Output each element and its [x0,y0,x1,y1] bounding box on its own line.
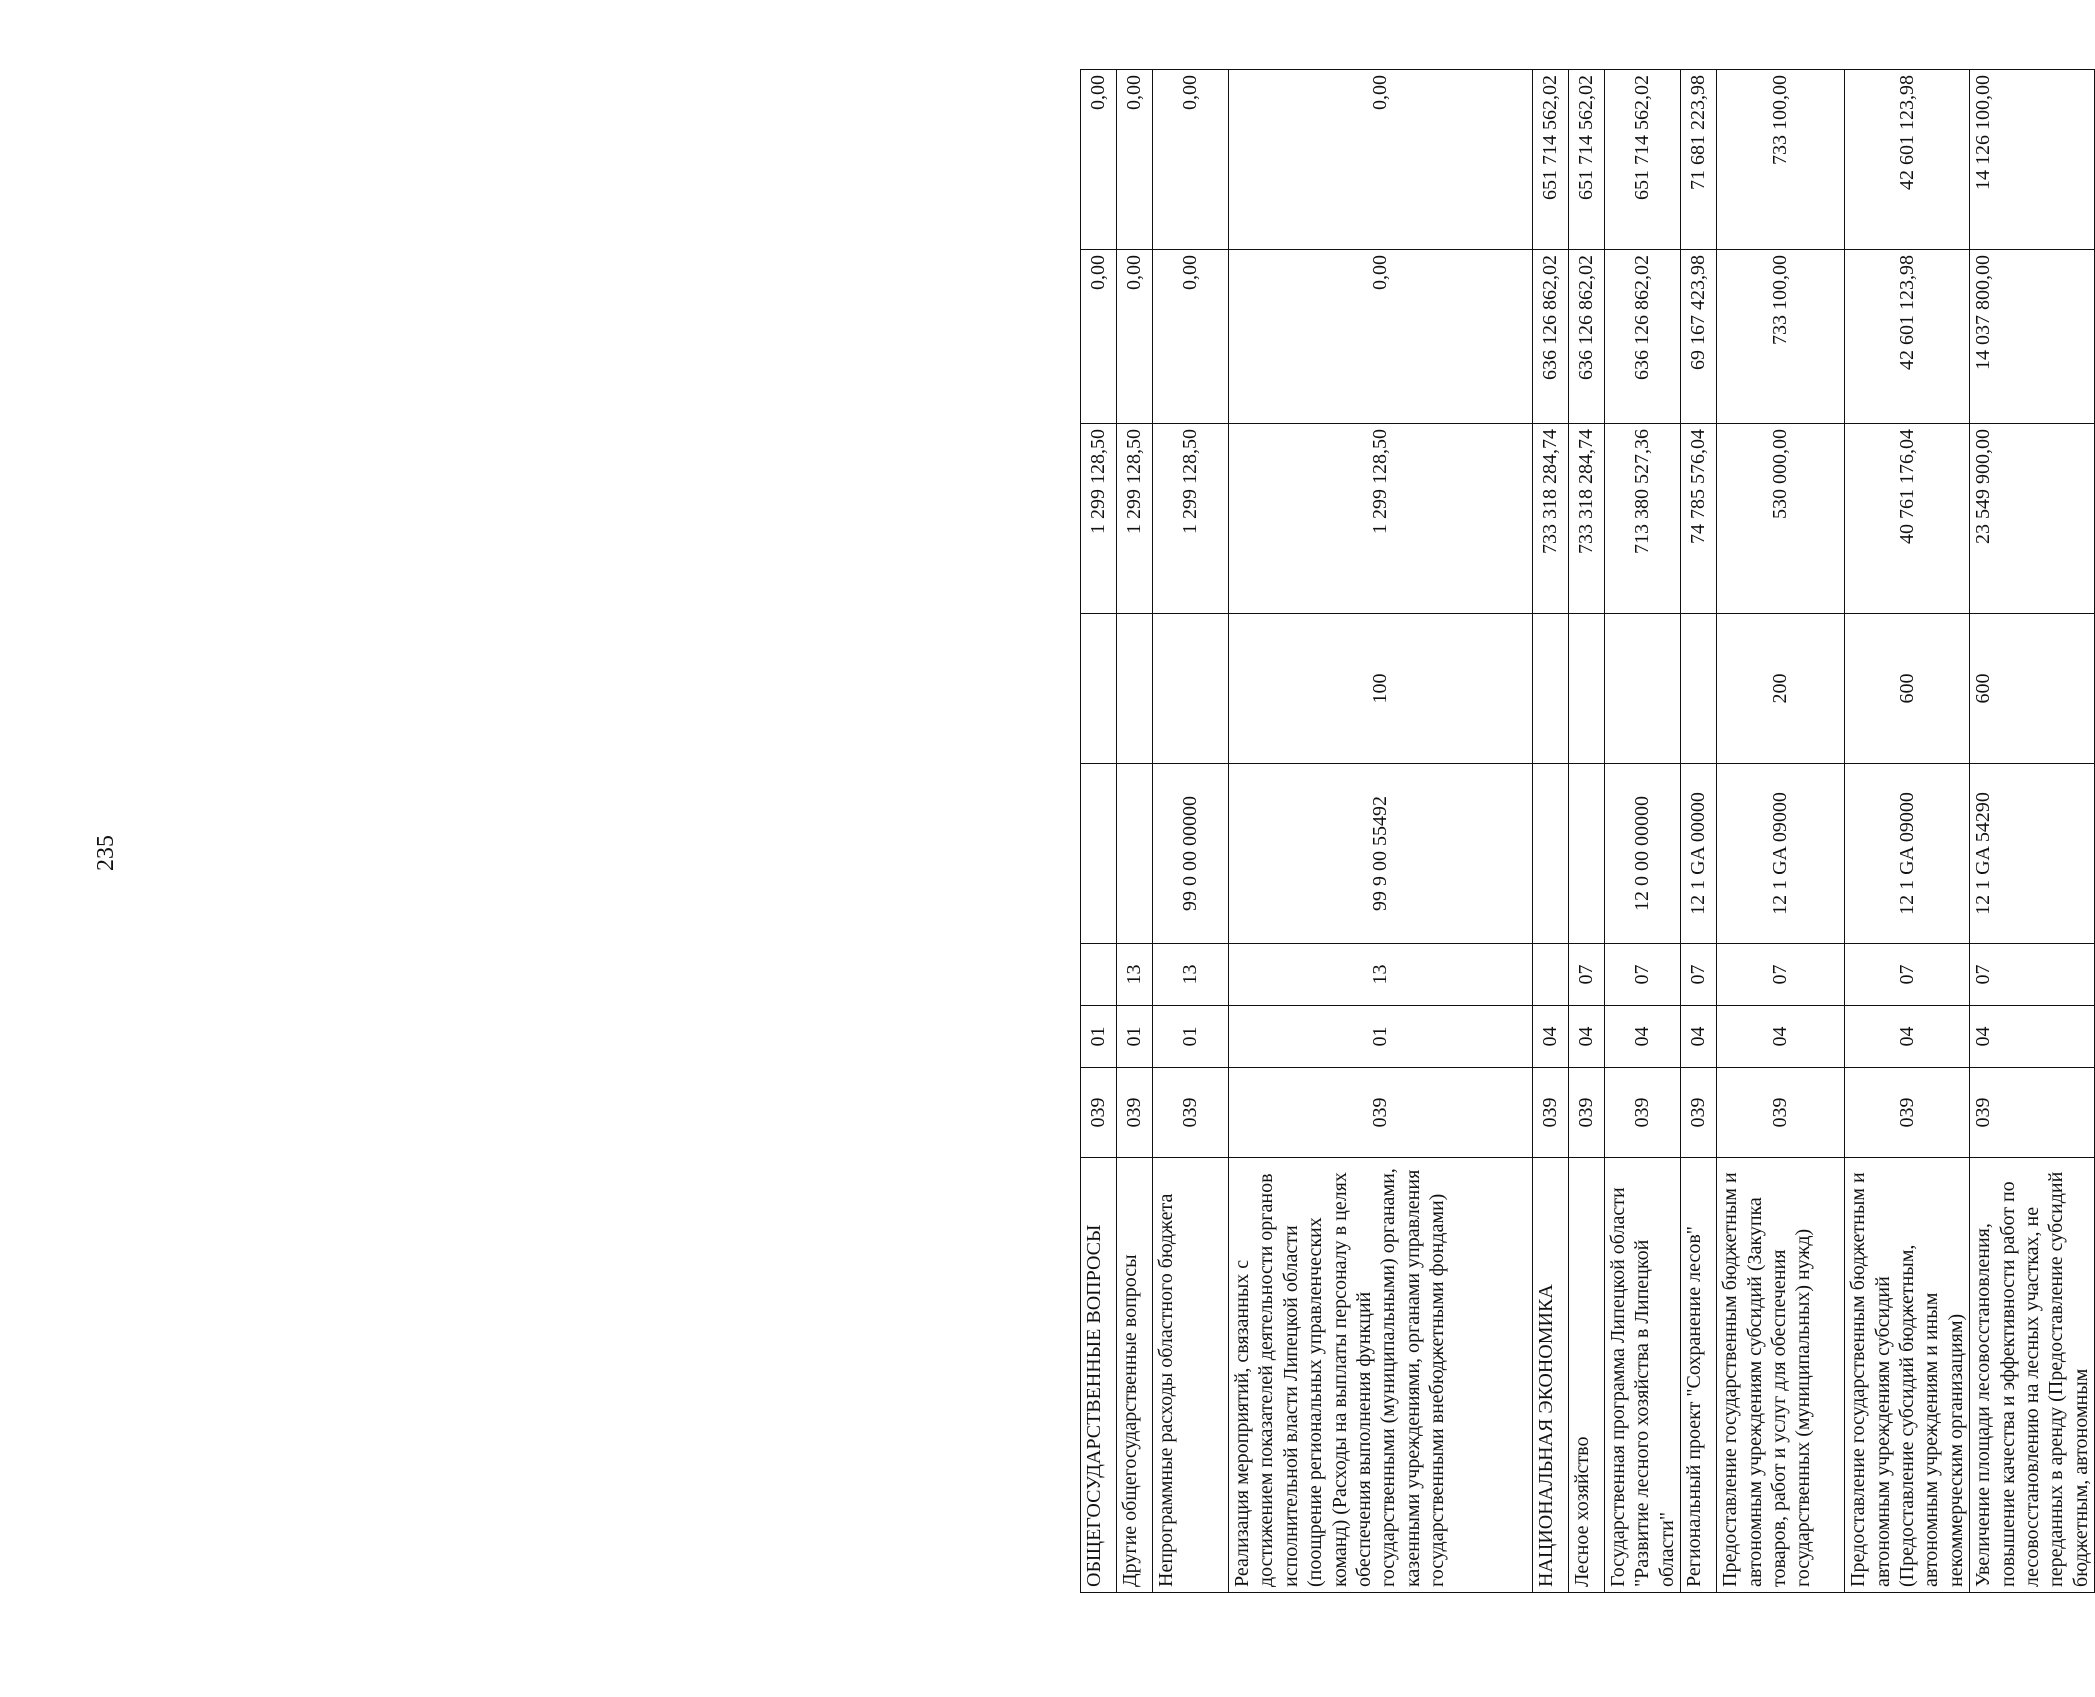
subsection-code-cell: 07 [1569,944,1605,1006]
target-article-cell [1081,764,1117,944]
amount-year1-cell: 74 785 576,04 [1681,424,1717,614]
table-row [1845,70,1970,1593]
table-body [1081,70,2095,1593]
section-code-cell: 01 [1229,1006,1533,1068]
amount-year2-cell: 636 126 862,02 [1533,250,1569,424]
ministry-code-cell: 039 [1081,1068,1117,1158]
row-name-cell: Другие общегосударственные вопросы [1117,1158,1153,1593]
ministry-code-cell: 039 [1845,1068,1970,1158]
amount-year2-cell: 0,00 [1229,250,1533,424]
amount-year1-cell: 1 299 128,50 [1153,424,1229,614]
ministry-code-cell: 039 [1117,1068,1153,1158]
amount-year1-cell: 713 380 527,36 [1605,424,1681,614]
section-code-cell: 04 [1970,1006,2095,1068]
amount-year3-cell: 733 100,00 [1717,70,1845,250]
section-code-cell: 04 [1605,1006,1681,1068]
section-code-cell: 01 [1081,1006,1117,1068]
subsection-code-cell: 07 [1970,944,2095,1006]
amount-year3-cell: 14 126 100,00 [1970,70,2095,250]
expense-type-cell [1569,614,1605,764]
amount-year2-cell: 14 037 800,00 [1970,250,2095,424]
subsection-code-cell [1081,944,1117,1006]
ministry-code-cell: 039 [1605,1068,1681,1158]
amount-year2-cell: 636 126 862,02 [1569,250,1605,424]
page-number: 235 [93,835,119,871]
expense-type-cell [1533,614,1569,764]
target-article-cell: 12 1 GA 00000 [1681,764,1717,944]
subsection-code-cell: 07 [1845,944,1970,1006]
ministry-code-cell: 039 [1153,1068,1229,1158]
row-name-cell: Региональный проект "Сохранение лесов" [1681,1158,1717,1593]
target-article-cell [1533,764,1569,944]
row-name-cell: ОБЩЕГОСУДАРСТВЕННЫЕ ВОПРОСЫ [1081,1158,1117,1593]
subsection-code-cell: 13 [1229,944,1533,1006]
amount-year2-cell: 0,00 [1153,250,1229,424]
ministry-code-cell: 039 [1717,1068,1845,1158]
table-row [1081,70,1117,1593]
row-name-cell: Государственная программа Липецкой области "Развитие лесного хозяйства в Липецкой области" [1605,1158,1681,1593]
table-row [1153,70,1229,1593]
ministry-code-cell: 039 [1533,1068,1569,1158]
amount-year1-cell: 530 000,00 [1717,424,1845,614]
amount-year1-cell: 733 318 284,74 [1533,424,1569,614]
table-row [1569,70,1605,1593]
amount-year3-cell: 651 714 562,02 [1605,70,1681,250]
amount-year1-cell: 733 318 284,74 [1569,424,1605,614]
row-name-cell: Предоставление государственным бюджетным и автономным учреждениям субсидий (Закупка товаров, работ и услуг для обеспечения государственных (муниципальных) нужд) [1717,1158,1845,1593]
amount-year2-cell: 733 100,00 [1717,250,1845,424]
subsection-code-cell: 07 [1605,944,1681,1006]
target-article-cell [1569,764,1605,944]
target-article-cell: 12 0 00 00000 [1605,764,1681,944]
target-article-cell: 99 9 00 55492 [1229,764,1533,944]
amount-year3-cell: 651 714 562,02 [1569,70,1605,250]
amount-year3-cell: 42 601 123,98 [1845,70,1970,250]
ministry-code-cell: 039 [1229,1068,1533,1158]
expense-type-cell [1153,614,1229,764]
amount-year1-cell: 40 761 176,04 [1845,424,1970,614]
amount-year2-cell: 636 126 862,02 [1605,250,1681,424]
table-row [1117,70,1153,1593]
budget-table-container [1080,70,2092,1593]
target-article-cell [1117,764,1153,944]
amount-year2-cell: 42 601 123,98 [1845,250,1970,424]
table-row [1605,70,1681,1593]
subsection-code-cell [1533,944,1569,1006]
table-row [1533,70,1569,1593]
row-name-cell: Лесное хозяйство [1569,1158,1605,1593]
ministry-code-cell: 039 [1569,1068,1605,1158]
row-name-cell: НАЦИОНАЛЬНАЯ ЭКОНОМИКА [1533,1158,1569,1593]
row-name-cell: Предоставление государственным бюджетным и автономным учреждениям субсидий (Предоставление субсидий бюджетным, автономным учреждениям и иным некоммерческим организациям) [1845,1158,1970,1593]
expense-type-cell [1081,614,1117,764]
section-code-cell: 04 [1533,1006,1569,1068]
amount-year3-cell: 651 714 562,02 [1533,70,1569,250]
amount-year2-cell: 69 167 423,98 [1681,250,1717,424]
amount-year3-cell: 71 681 223,98 [1681,70,1717,250]
target-article-cell: 99 0 00 00000 [1153,764,1229,944]
budget-table [1080,69,2095,1593]
amount-year3-cell: 0,00 [1229,70,1533,250]
section-code-cell: 01 [1117,1006,1153,1068]
amount-year1-cell: 1 299 128,50 [1081,424,1117,614]
subsection-code-cell: 07 [1717,944,1845,1006]
target-article-cell: 12 1 GA 09000 [1717,764,1845,944]
expense-type-cell [1681,614,1717,764]
amount-year2-cell: 0,00 [1117,250,1153,424]
subsection-code-cell: 13 [1117,944,1153,1006]
expense-type-cell: 600 [1845,614,1970,764]
expense-type-cell: 600 [1970,614,2095,764]
section-code-cell: 01 [1153,1006,1229,1068]
ministry-code-cell: 039 [1681,1068,1717,1158]
amount-year1-cell: 1 299 128,50 [1229,424,1533,614]
table-row [1229,70,1533,1593]
subsection-code-cell: 13 [1153,944,1229,1006]
amount-year1-cell: 23 549 900,00 [1970,424,2095,614]
row-name-cell: Увеличение площади лесовосстановления, повышение качества и эффективности работ по лесовосстановлению на лесных участках, не переданных в аренду (Предоставление субсидий бюджетным, автономным [1970,1158,2095,1593]
expense-type-cell: 100 [1229,614,1533,764]
expense-type-cell: 200 [1717,614,1845,764]
amount-year3-cell: 0,00 [1081,70,1117,250]
row-name-cell: Непрограммные расходы областного бюджета [1153,1158,1229,1593]
amount-year1-cell: 1 299 128,50 [1117,424,1153,614]
target-article-cell: 12 1 GA 09000 [1845,764,1970,944]
table-row [1970,70,2095,1593]
section-code-cell: 04 [1569,1006,1605,1068]
expense-type-cell [1117,614,1153,764]
section-code-cell: 04 [1845,1006,1970,1068]
target-article-cell: 12 1 GA 54290 [1970,764,2095,944]
row-name-cell: Реализация мероприятий, связанных с достижением показателей деятельности органов исполнительной власти Липецкой области (поощрение региональных управленческих команд) (Расходы на выплаты персоналу в целях обеспечения выполнения функций государственными (муниципальными) органами, казенными учреждениями, органами управления государственными внебюджетными фондами) [1229,1158,1533,1593]
amount-year3-cell: 0,00 [1117,70,1153,250]
section-code-cell: 04 [1717,1006,1845,1068]
expense-type-cell [1605,614,1681,764]
table-row [1717,70,1845,1593]
table-row [1681,70,1717,1593]
amount-year2-cell: 0,00 [1081,250,1117,424]
section-code-cell: 04 [1681,1006,1717,1068]
amount-year3-cell: 0,00 [1153,70,1229,250]
subsection-code-cell: 07 [1681,944,1717,1006]
ministry-code-cell: 039 [1970,1068,2095,1158]
